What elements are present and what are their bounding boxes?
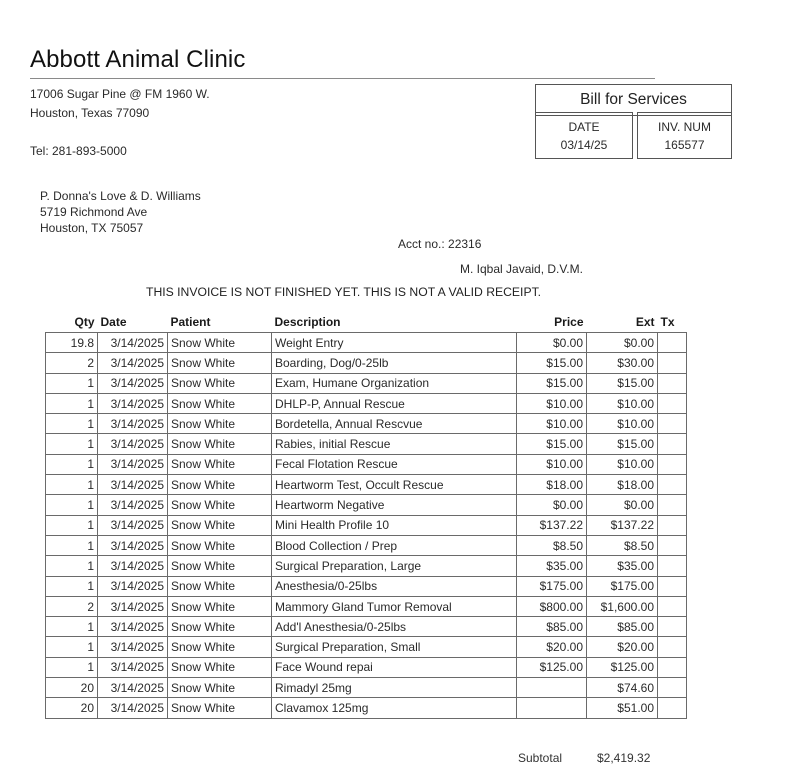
line-items-table	[45, 312, 687, 719]
invoice-date-label: DATE	[568, 120, 600, 134]
cell-description: Exam, Humane Organization	[272, 373, 517, 393]
table-row	[46, 576, 687, 596]
cell-price: $0.00	[517, 495, 587, 515]
account-value: 22316	[448, 237, 482, 251]
cell-patient: Snow White	[168, 353, 272, 373]
cell-price	[517, 678, 587, 698]
cell-patient: Snow White	[168, 495, 272, 515]
cell-qty: 19.8	[46, 333, 98, 353]
table-row	[46, 515, 687, 535]
header-tx: Tx	[660, 315, 675, 329]
cell-qty: 1	[46, 535, 98, 555]
cell-price: $10.00	[517, 414, 587, 434]
cell-qty: 1	[46, 393, 98, 413]
cell-description: Mammory Gland Tumor Removal	[272, 596, 517, 616]
cell-date: 3/14/2025	[98, 657, 168, 677]
cell-qty: 1	[46, 495, 98, 515]
table-row	[46, 637, 687, 657]
cell-tx	[658, 576, 687, 596]
cell-patient: Snow White	[168, 515, 272, 535]
cell-ext: $15.00	[587, 373, 658, 393]
cell-qty: 1	[46, 373, 98, 393]
cell-date: 3/14/2025	[98, 475, 168, 495]
cell-description: Rimadyl 25mg	[272, 678, 517, 698]
table-row	[46, 373, 687, 393]
customer-name: P. Donna's Love & D. Williams	[40, 189, 201, 203]
cell-description: Add'l Anesthesia/0-25lbs	[272, 617, 517, 637]
cell-ext: $74.60	[587, 678, 658, 698]
account-number	[398, 237, 481, 251]
cell-price: $10.00	[517, 454, 587, 474]
cell-description: Anesthesia/0-25lbs	[272, 576, 517, 596]
cell-patient: Snow White	[168, 393, 272, 413]
cell-qty: 2	[46, 596, 98, 616]
cell-ext: $125.00	[587, 657, 658, 677]
cell-tx	[658, 556, 687, 576]
cell-date: 3/14/2025	[98, 515, 168, 535]
cell-date: 3/14/2025	[98, 678, 168, 698]
table-row	[46, 657, 687, 677]
header-price: Price	[554, 315, 584, 329]
cell-ext: $1,600.00	[587, 596, 658, 616]
cell-ext: $10.00	[587, 454, 658, 474]
cell-description: DHLP-P, Annual Rescue	[272, 393, 517, 413]
cell-price: $137.22	[517, 515, 587, 535]
cell-patient: Snow White	[168, 576, 272, 596]
invoice-date-box	[535, 112, 633, 159]
cell-description: Bordetella, Annual Rescvue	[272, 414, 517, 434]
cell-description: Heartworm Test, Occult Rescue	[272, 475, 517, 495]
invoice-date-value: 03/14/25	[560, 138, 608, 152]
cell-date: 3/14/2025	[98, 333, 168, 353]
cell-patient: Snow White	[168, 698, 272, 718]
table-row	[46, 454, 687, 474]
table-row	[46, 414, 687, 434]
cell-patient: Snow White	[168, 556, 272, 576]
veterinarian-name: M. Iqbal Javaid, D.V.M.	[460, 262, 583, 276]
cell-price: $0.00	[517, 333, 587, 353]
cell-description: Face Wound repai	[272, 657, 517, 677]
bill-title: Bill for Services	[580, 91, 687, 108]
table-row	[46, 333, 687, 353]
table-header-row	[46, 312, 687, 333]
cell-price: $125.00	[517, 657, 587, 677]
customer-street: 5719 Richmond Ave	[40, 205, 148, 219]
cell-qty: 1	[46, 637, 98, 657]
cell-qty: 1	[46, 617, 98, 637]
table-row	[46, 678, 687, 698]
invoice-number-box	[637, 112, 732, 159]
cell-date: 3/14/2025	[98, 454, 168, 474]
cell-description: Surgical Preparation, Large	[272, 556, 517, 576]
account-label: Acct no.:	[398, 237, 445, 251]
invoice-notice: THIS INVOICE IS NOT FINISHED YET. THIS IS NOT A VALID RECEIPT.	[146, 285, 542, 299]
cell-date: 3/14/2025	[98, 353, 168, 373]
cell-date: 3/14/2025	[98, 556, 168, 576]
cell-date: 3/14/2025	[98, 434, 168, 454]
cell-tx	[658, 495, 687, 515]
cell-patient: Snow White	[168, 535, 272, 555]
cell-qty: 1	[46, 576, 98, 596]
cell-price: $18.00	[517, 475, 587, 495]
header-ext: Ext	[635, 315, 655, 329]
invoice-number-value: 165577	[664, 138, 705, 152]
cell-price: $85.00	[517, 617, 587, 637]
cell-price: $8.50	[517, 535, 587, 555]
table-row	[46, 495, 687, 515]
cell-ext: $85.00	[587, 617, 658, 637]
cell-tx	[658, 535, 687, 555]
cell-ext: $10.00	[587, 414, 658, 434]
cell-tx	[658, 475, 687, 495]
cell-date: 3/14/2025	[98, 495, 168, 515]
cell-price: $10.00	[517, 393, 587, 413]
cell-patient: Snow White	[168, 637, 272, 657]
cell-ext: $0.00	[587, 333, 658, 353]
cell-date: 3/14/2025	[98, 576, 168, 596]
cell-ext: $8.50	[587, 535, 658, 555]
table-row	[46, 535, 687, 555]
cell-date: 3/14/2025	[98, 637, 168, 657]
cell-patient: Snow White	[168, 454, 272, 474]
cell-tx	[658, 698, 687, 718]
table-row	[46, 475, 687, 495]
subtotal-value: $2,419.32	[597, 751, 651, 765]
cell-patient: Snow White	[168, 333, 272, 353]
cell-price	[517, 698, 587, 718]
cell-qty: 1	[46, 414, 98, 434]
customer-city-state-zip: Houston, TX 75057	[40, 221, 144, 235]
table-row	[46, 434, 687, 454]
cell-tx	[658, 596, 687, 616]
cell-ext: $20.00	[587, 637, 658, 657]
cell-tx	[658, 434, 687, 454]
cell-description: Mini Health Profile 10	[272, 515, 517, 535]
cell-description: Surgical Preparation, Small	[272, 637, 517, 657]
header-date: Date	[100, 315, 127, 329]
cell-qty: 1	[46, 657, 98, 677]
table-row	[46, 353, 687, 373]
cell-tx	[658, 454, 687, 474]
cell-ext: $15.00	[587, 434, 658, 454]
cell-qty: 1	[46, 475, 98, 495]
cell-patient: Snow White	[168, 414, 272, 434]
cell-price: $15.00	[517, 353, 587, 373]
subtotal-label: Subtotal	[518, 751, 563, 765]
cell-ext: $30.00	[587, 353, 658, 373]
cell-ext: $137.22	[587, 515, 658, 535]
cell-qty: 20	[46, 698, 98, 718]
table-row	[46, 698, 687, 718]
cell-description: Weight Entry	[272, 333, 517, 353]
table-row	[46, 617, 687, 637]
cell-tx	[658, 657, 687, 677]
cell-qty: 1	[46, 515, 98, 535]
cell-tx	[658, 393, 687, 413]
cell-date: 3/14/2025	[98, 596, 168, 616]
header-divider	[30, 78, 655, 79]
cell-price: $15.00	[517, 373, 587, 393]
cell-patient: Snow White	[168, 657, 272, 677]
cell-patient: Snow White	[168, 678, 272, 698]
cell-tx	[658, 678, 687, 698]
cell-price: $15.00	[517, 434, 587, 454]
cell-qty: 1	[46, 454, 98, 474]
cell-qty: 1	[46, 434, 98, 454]
cell-patient: Snow White	[168, 596, 272, 616]
cell-ext: $18.00	[587, 475, 658, 495]
cell-price: $20.00	[517, 637, 587, 657]
clinic-name: Abbott Animal Clinic	[30, 46, 246, 73]
cell-date: 3/14/2025	[98, 535, 168, 555]
cell-qty: 20	[46, 678, 98, 698]
cell-description: Clavamox 125mg	[272, 698, 517, 718]
cell-description: Fecal Flotation Rescue	[272, 454, 517, 474]
cell-tx	[658, 617, 687, 637]
cell-date: 3/14/2025	[98, 698, 168, 718]
cell-tx	[658, 414, 687, 434]
cell-tx	[658, 515, 687, 535]
cell-price: $800.00	[517, 596, 587, 616]
cell-description: Rabies, initial Rescue	[272, 434, 517, 454]
cell-patient: Snow White	[168, 617, 272, 637]
cell-patient: Snow White	[168, 475, 272, 495]
cell-patient: Snow White	[168, 373, 272, 393]
cell-qty: 2	[46, 353, 98, 373]
table-row	[46, 393, 687, 413]
cell-ext: $51.00	[587, 698, 658, 718]
cell-patient: Snow White	[168, 434, 272, 454]
cell-qty: 1	[46, 556, 98, 576]
cell-description: Blood Collection / Prep	[272, 535, 517, 555]
clinic-address-line2: Houston, Texas 77090	[30, 106, 150, 120]
cell-tx	[658, 373, 687, 393]
clinic-phone: Tel: 281-893-5000	[30, 144, 127, 158]
header-patient: Patient	[170, 315, 211, 329]
cell-date: 3/14/2025	[98, 617, 168, 637]
cell-ext: $0.00	[587, 495, 658, 515]
cell-date: 3/14/2025	[98, 414, 168, 434]
cell-description: Boarding, Dog/0-25lb	[272, 353, 517, 373]
table-row	[46, 596, 687, 616]
header-qty: Qty	[74, 315, 95, 329]
cell-description: Heartworm Negative	[272, 495, 517, 515]
cell-tx	[658, 333, 687, 353]
cell-date: 3/14/2025	[98, 393, 168, 413]
cell-date: 3/14/2025	[98, 373, 168, 393]
cell-price: $35.00	[517, 556, 587, 576]
clinic-address-line1: 17006 Sugar Pine @ FM 1960 W.	[30, 87, 210, 101]
cell-ext: $35.00	[587, 556, 658, 576]
invoice-number-label: INV. NUM	[658, 120, 711, 134]
cell-price: $175.00	[517, 576, 587, 596]
cell-tx	[658, 637, 687, 657]
cell-ext: $175.00	[587, 576, 658, 596]
table-row	[46, 556, 687, 576]
header-description: Description	[274, 315, 341, 329]
cell-tx	[658, 353, 687, 373]
cell-ext: $10.00	[587, 393, 658, 413]
